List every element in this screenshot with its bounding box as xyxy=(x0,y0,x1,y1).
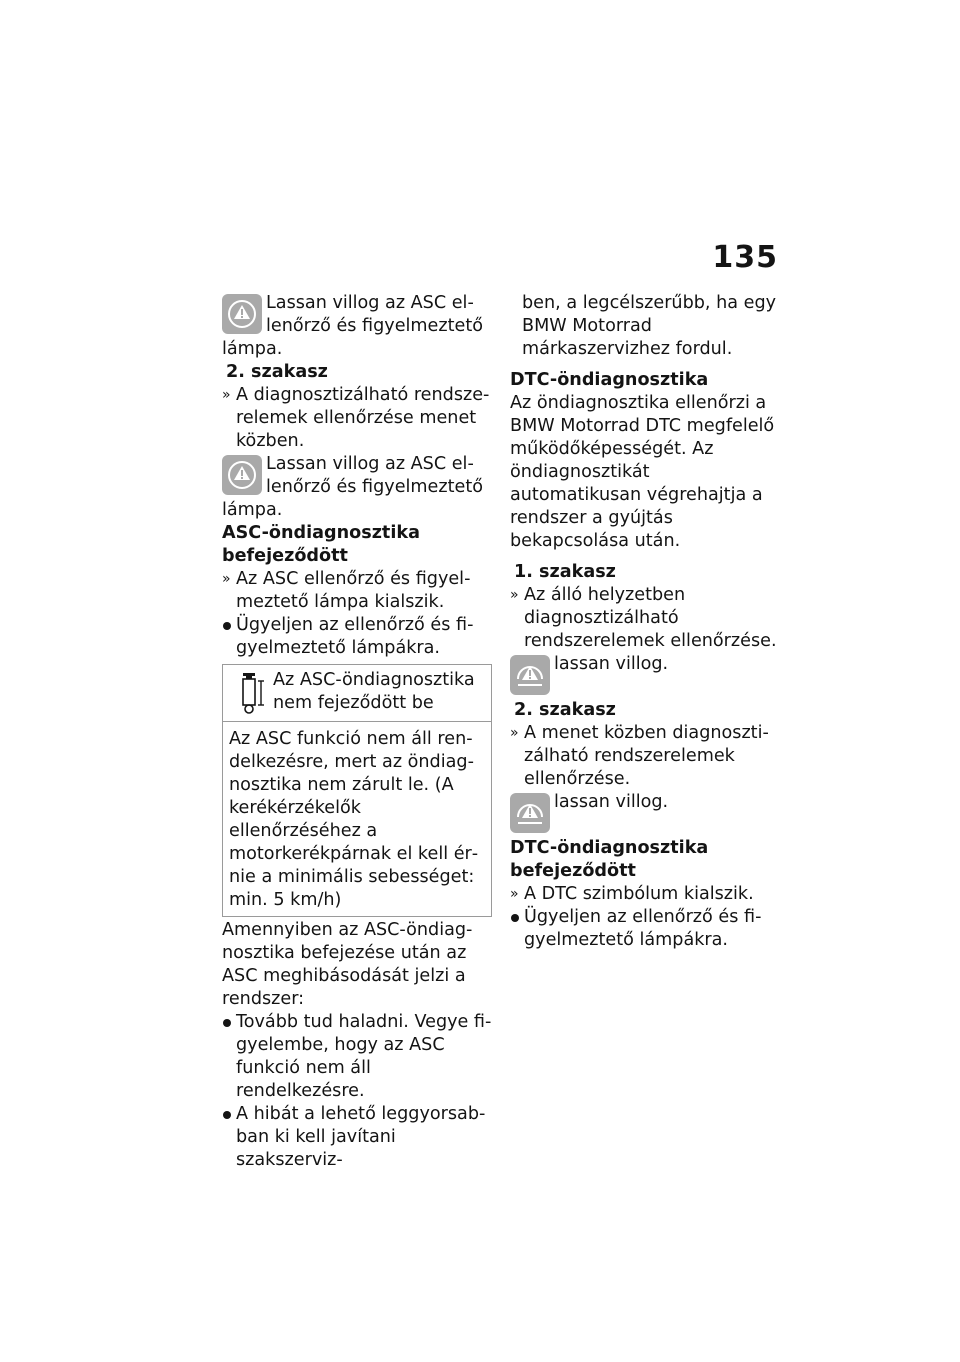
dtc-lamp-note-2 xyxy=(510,791,780,833)
lamp-text: Lassan villog az ASC ellenőrző és figyelmeztető lámpa. xyxy=(222,293,483,359)
page-number: 135 xyxy=(712,240,778,275)
arrow-marker-icon: » xyxy=(510,886,519,902)
lamp-text: Lassan villog az ASC ellenőrző és figyelmeztető lámpa. xyxy=(222,454,483,520)
arrow-marker-icon: » xyxy=(510,587,519,603)
item-text: Az ASC ellenőrző és figyelmeztető lámpa kialszik. xyxy=(236,569,471,612)
asc-lamp-note-1 xyxy=(222,292,492,361)
arrow-marker-icon: » xyxy=(510,725,519,741)
list-item xyxy=(222,1011,492,1103)
notice-header xyxy=(223,665,491,722)
list-item xyxy=(510,584,780,653)
list-item xyxy=(222,568,492,614)
item-text: Az álló helyzetben diagnosztizálható rendszerelemek ellenőrzése. xyxy=(524,585,777,651)
list-item xyxy=(510,722,780,791)
arrow-marker-icon: » xyxy=(222,571,231,587)
dtc-heading: DTC-öndiagnosztika xyxy=(510,370,709,390)
item-text: Ügyeljen az ellenőrző és figyelmeztető lámpákra. xyxy=(236,615,474,658)
asc-lamp-note-2 xyxy=(222,453,492,522)
bullet-icon xyxy=(223,1111,231,1119)
arrow-marker-icon: » xyxy=(222,387,231,403)
list-item xyxy=(510,906,780,952)
dtc-intro: Az öndiagnosztika ellenőrzi a BMW Motorrad DTC megfelelő működőképességét. Az öndiagnosztikát automatikusan végrehajtja a rendszer a gyújtás bekapcsolása után. xyxy=(510,393,775,551)
dtc-complete-heading: DTC-öndiagnosztika befejeződött xyxy=(510,838,709,881)
list-item xyxy=(222,1103,492,1172)
right-column xyxy=(510,292,780,952)
warning-lamp-icon xyxy=(222,455,262,495)
dtc-lamp-note-1 xyxy=(510,653,780,695)
continued-text: ben, a legcélszerűbb, ha egy BMW Motorrad márkaszervizhez fordul. xyxy=(522,293,777,359)
step-2-title: 2. szakasz xyxy=(226,362,328,382)
dtc-lamp-icon xyxy=(510,793,550,833)
item-text: A diagnosztizálható rendszerelemek ellenőrzése menet közben. xyxy=(236,385,490,451)
notice-box xyxy=(222,664,492,917)
item-text: A hibát a lehető leggyorsabban ki kell javítani szakszerviz- xyxy=(236,1104,486,1170)
item-text: Ügyeljen az ellenőrző és figyelmeztető lámpákra. xyxy=(524,907,762,950)
gauge-icon xyxy=(235,671,267,715)
bullet-icon xyxy=(511,914,519,922)
fault-intro: Amennyiben az ASC-öndiagnosztika befejezése után az ASC meghibásodását jelzi a rendszer: xyxy=(222,920,473,1009)
step-1-title: 1. szakasz xyxy=(514,562,616,582)
warning-lamp-icon xyxy=(222,294,262,334)
lamp-text: lassan villog. xyxy=(554,792,669,812)
notice-body: Az ASC funkció nem áll rendelkezésre, mert az öndiagnosztika nem zárult le. (A kerékérzékelők ellenőrzéséhez a motorkerékpárnak el kell érnie a minimális sebességet: min. 5 km/h) xyxy=(229,729,479,910)
lamp-text: lassan villog. xyxy=(554,654,669,674)
bullet-icon xyxy=(223,622,231,630)
list-item xyxy=(222,384,492,453)
step-2-title: 2. szakasz xyxy=(514,700,616,720)
dtc-lamp-icon xyxy=(510,655,550,695)
notice-title: Az ASC-öndiagnosztika nem fejeződött be xyxy=(273,670,475,713)
list-item xyxy=(510,883,780,906)
list-item xyxy=(222,614,492,660)
bullet-icon xyxy=(223,1019,231,1027)
item-text: Tovább tud haladni. Vegye figyelembe, hogy az ASC funkció nem áll rendelkezésre. xyxy=(236,1012,492,1101)
item-text: A DTC szimbólum kialszik. xyxy=(524,884,754,904)
item-text: A menet közben diagnosztizálható rendszerelemek ellenőrzése. xyxy=(524,723,769,789)
asc-complete-heading: ASC-öndiagnosztika befejeződött xyxy=(222,523,420,566)
left-column xyxy=(222,292,492,1172)
